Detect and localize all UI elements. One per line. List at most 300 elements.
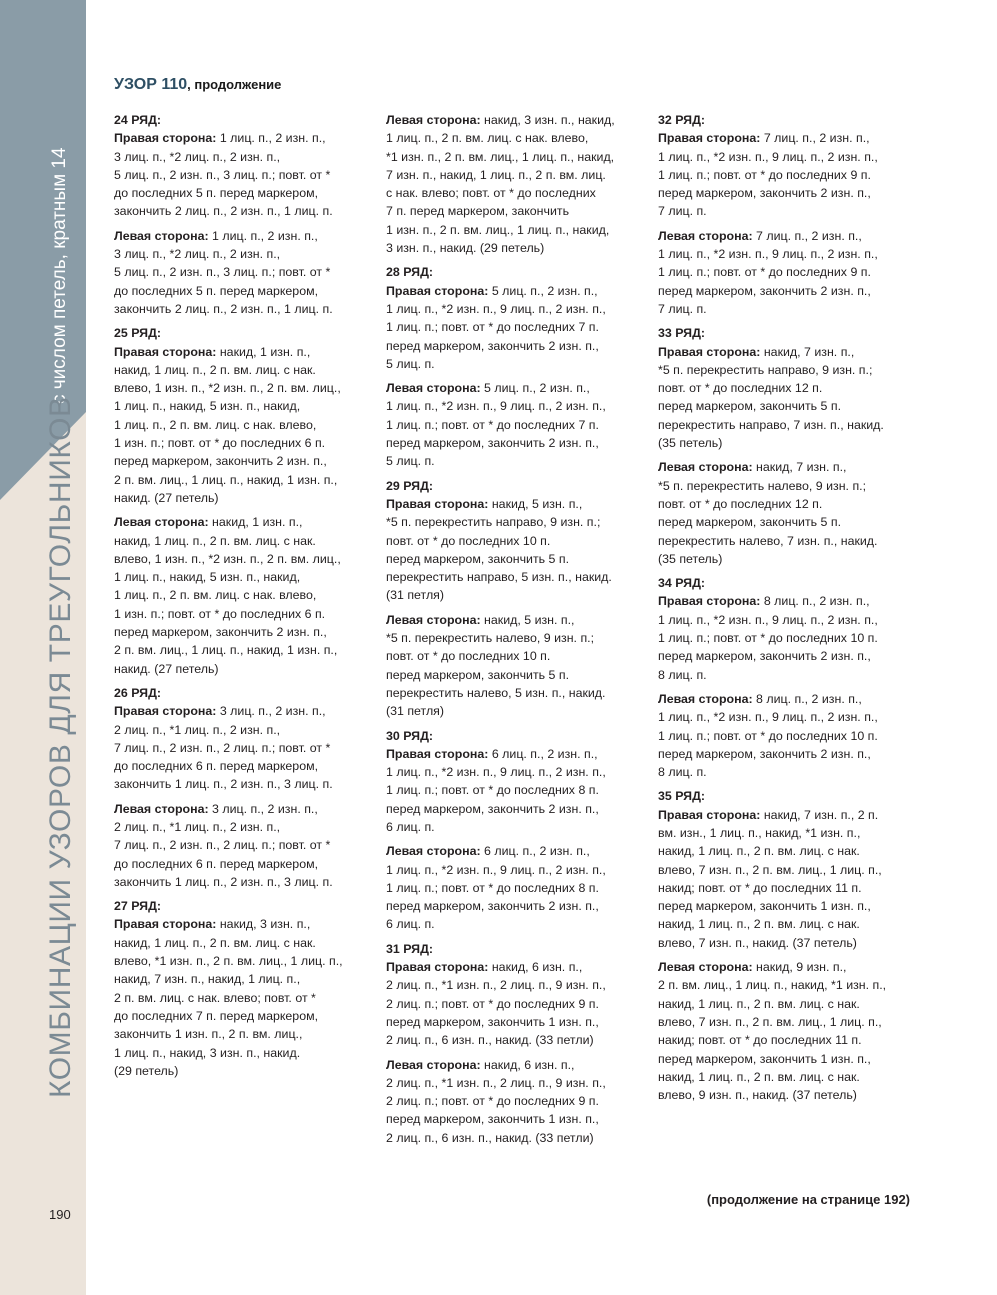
instruction-line — [114, 721, 376, 739]
instruction-text: перед маркером, закончить 1 изн. п., — [658, 1051, 871, 1066]
instruction-line — [386, 1013, 648, 1031]
instruction-line — [114, 489, 376, 507]
instruction-text: влево, 7 изн. п., 2 п. вм. лиц., 1 лиц. п., — [658, 862, 882, 877]
instruction-text: перед маркером, закончить 2 изн. п., — [658, 649, 871, 664]
instruction-text: накид, 3 изн. п., накид, — [480, 113, 615, 127]
side-label: Правая сторона: — [386, 496, 489, 511]
instruction-text: накид; повт. от * до последних 11 п. — [658, 880, 862, 895]
text-column-2 — [386, 111, 648, 1153]
side-instruction — [114, 702, 376, 793]
instruction-line — [386, 897, 648, 915]
side-instruction — [386, 611, 648, 721]
instruction-line — [114, 836, 376, 854]
row-section — [658, 111, 920, 318]
side-instruction — [386, 958, 648, 1049]
instruction-line — [658, 934, 920, 952]
instruction-line — [658, 915, 920, 933]
instruction-line — [114, 129, 376, 147]
instruction-text: 7 лиц. п. — [658, 204, 707, 219]
instruction-text: накид, 3 изн. п., — [216, 917, 311, 932]
instruction-line — [114, 343, 376, 361]
instruction-text: 6 лиц. п., 2 изн. п., — [488, 746, 598, 761]
instruction-line — [386, 337, 648, 355]
instruction-line — [386, 452, 648, 470]
instruction-line — [114, 739, 376, 757]
instruction-line — [658, 1031, 920, 1049]
instruction-text: вм. изн., 1 лиц. п., накид, *1 изн. п., — [658, 825, 861, 840]
instruction-line — [658, 958, 920, 976]
instruction-text: 2 п. вм. лиц., 1 лиц. п., накид, 1 изн. п., — [114, 472, 338, 487]
instruction-line — [386, 1031, 648, 1049]
row-heading: 33 РЯД: — [658, 326, 706, 341]
instruction-line — [386, 282, 648, 300]
instruction-line — [386, 879, 648, 897]
instruction-line — [114, 702, 376, 720]
instruction-text: перекрестить направо, 5 изн. п., накид. — [386, 570, 612, 585]
instruction-line — [386, 781, 648, 799]
instruction-line — [386, 842, 648, 860]
instruction-text: 2 лиц. п., *1 лиц. п., 2 изн. п., — [114, 722, 281, 737]
side-label: Правая сторона: — [386, 960, 489, 975]
instruction-line — [658, 434, 920, 452]
instruction-text: (29 петель) — [114, 1063, 179, 1078]
instruction-text: до последних 7 п. перед маркером, — [114, 1008, 319, 1023]
instruction-text: накид, 1 лиц. п., 2 п. вм. лиц. с нак. — [658, 996, 860, 1011]
instruction-line — [114, 263, 376, 281]
row-section — [114, 684, 376, 891]
instruction-line — [658, 995, 920, 1013]
row-section — [658, 787, 920, 1104]
instruction-text: закончить 2 лиц. п., 2 изн. п., 1 лиц. п. — [114, 204, 333, 219]
instruction-line — [386, 221, 648, 239]
instruction-text: 7 лиц. п. — [658, 301, 707, 316]
instruction-line — [386, 495, 648, 513]
instruction-line — [658, 495, 920, 513]
side-instruction — [114, 915, 376, 1080]
instruction-line — [658, 897, 920, 915]
instruction-line — [658, 245, 920, 263]
instruction-line — [386, 355, 648, 373]
instruction-line — [386, 513, 648, 531]
instruction-text: перед маркером, закончить 2 изн. п., — [386, 338, 599, 353]
instruction-text: 8 лиц. п. — [658, 765, 707, 780]
instruction-text: перед маркером, закончить 5 п. — [658, 515, 842, 530]
instruction-text: 5 лиц. п., 2 изн. п., 3 лиц. п.; повт. от * — [114, 265, 331, 280]
instruction-line — [658, 824, 920, 842]
instruction-line — [114, 227, 376, 245]
instruction-text: 8 лиц. п. — [658, 667, 707, 682]
instruction-text: накид, 9 изн. п., — [752, 960, 847, 975]
side-label: Правая сторона: — [386, 746, 489, 761]
instruction-line — [114, 361, 376, 379]
instruction-text: 5 лиц. п., 2 изн. п., 3 лиц. п.; повт. от * — [114, 167, 331, 182]
instruction-text: накид. (27 петель) — [114, 661, 219, 676]
instruction-line — [114, 379, 376, 397]
instruction-line — [114, 873, 376, 891]
instruction-text: 3 лиц. п., *2 лиц. п., 2 изн. п., — [114, 247, 281, 262]
instruction-text: 6 лиц. п. — [386, 819, 435, 834]
instruction-line — [386, 550, 648, 568]
instruction-line — [114, 818, 376, 836]
instruction-text: накид. (27 петель) — [114, 490, 219, 505]
row-heading: 30 РЯД: — [386, 728, 434, 743]
instruction-text: 7 лиц. п., 2 изн. п., 2 лиц. п.; повт. от * — [114, 740, 331, 755]
instruction-text: 1 лиц. п.; повт. от * до последних 8 п. — [386, 783, 599, 798]
instruction-line — [386, 915, 648, 933]
side-label: Правая сторона: — [114, 704, 217, 719]
row-heading: 31 РЯД: — [386, 941, 434, 956]
instruction-line — [658, 550, 920, 568]
side-instruction — [658, 958, 920, 1104]
instruction-text: 3 изн. п., накид. (29 петель) — [386, 241, 545, 256]
instruction-line — [658, 361, 920, 379]
instruction-line — [658, 227, 920, 245]
side-label: Правая сторона: — [114, 344, 217, 359]
row-heading: 24 РЯД: — [114, 113, 162, 127]
instruction-line — [114, 605, 376, 623]
instruction-text: перекрестить направо, 7 изн. п., накид. — [658, 417, 884, 432]
instruction-text: 1 изн. п.; повт. от * до последних 6 п. — [114, 606, 326, 621]
instruction-text: 7 изн. п., накид, 1 лиц. п., 2 п. вм. лиц. — [386, 167, 606, 182]
instruction-line — [114, 282, 376, 300]
instruction-line — [658, 727, 920, 745]
instruction-text: перед маркером, закончить 2 изн. п., — [386, 899, 599, 914]
instruction-line — [658, 745, 920, 763]
instruction-line — [386, 958, 648, 976]
instruction-text: 7 лиц. п., 2 изн. п., — [760, 131, 870, 146]
text-column-3 — [658, 111, 920, 1110]
instruction-text: накид, 7 изн. п., — [760, 344, 855, 359]
instruction-text: (35 петель) — [658, 551, 723, 566]
instruction-text: 2 лиц. п., *1 изн. п., 2 лиц. п., 9 изн. п., — [386, 978, 606, 993]
instruction-line — [658, 202, 920, 220]
instruction-line — [114, 641, 376, 659]
instruction-text: влево, 7 изн. п., накид. (37 петель) — [658, 935, 857, 950]
instruction-line — [386, 800, 648, 818]
instruction-line — [658, 532, 920, 550]
instruction-text: 6 лиц. п. — [386, 917, 435, 932]
side-instruction — [114, 800, 376, 891]
instruction-line — [386, 763, 648, 781]
instruction-line — [658, 148, 920, 166]
row-section — [114, 111, 376, 318]
instruction-line — [658, 611, 920, 629]
instruction-text: 1 лиц. п., *2 изн. п., 9 лиц. п., 2 изн. п., — [658, 247, 878, 262]
instruction-line — [386, 379, 648, 397]
instruction-text: *5 п. перекрестить направо, 9 изн. п.; — [658, 362, 873, 377]
side-instruction — [658, 129, 920, 220]
instruction-text: 1 изн. п.; повт. от * до последних 6 п. — [114, 436, 326, 451]
instruction-line — [386, 647, 648, 665]
instruction-text: 1 лиц. п., 2 п. вм. лиц. с нак. влево, — [114, 417, 317, 432]
instruction-text: 7 лиц. п., 2 изн. п., 2 лиц. п.; повт. от * — [114, 838, 331, 853]
instruction-line — [658, 708, 920, 726]
row-section — [658, 574, 920, 781]
sidebar-main-title: КОМБИНАЦИИ УЗОРОВ ДЛЯ ТРЕУГОЛЬНИКОВ — [44, 396, 77, 1098]
title-suffix: , продолжение — [187, 77, 282, 92]
instruction-text: 1 лиц. п., 2 изн. п., — [208, 228, 318, 243]
instruction-text: 2 лиц. п., *1 лиц. п., 2 изн. п., — [114, 819, 281, 834]
instruction-text: влево, *1 изн. п., 2 п. вм. лиц., 1 лиц. п., — [114, 954, 343, 969]
instruction-line — [114, 1025, 376, 1043]
instruction-line — [658, 879, 920, 897]
side-instruction — [658, 592, 920, 683]
instruction-text: закончить 2 лиц. п., 2 изн. п., 1 лиц. п. — [114, 301, 333, 316]
instruction-line — [114, 184, 376, 202]
instruction-text: *5 п. перекрестить направо, 9 изн. п.; — [386, 515, 601, 530]
instruction-line — [386, 976, 648, 994]
instruction-line — [386, 1129, 648, 1147]
instruction-text: 1 лиц. п., 2 п. вм. лиц. с нак. влево, — [114, 588, 317, 603]
side-instruction — [658, 690, 920, 781]
instruction-text: *5 п. перекрестить налево, 9 изн. п.; — [386, 631, 595, 646]
row-heading: 26 РЯД: — [114, 685, 162, 700]
instruction-text: с нак. влево; повт. от * до последних — [386, 186, 596, 201]
instruction-line — [658, 477, 920, 495]
instruction-line — [114, 586, 376, 604]
pattern-number: УЗОР 110 — [114, 76, 188, 93]
instruction-text: 1 лиц. п., накид, 5 изн. п., накид, — [114, 570, 301, 585]
side-label: Правая сторона: — [658, 594, 761, 609]
instruction-line — [658, 513, 920, 531]
instruction-line — [386, 166, 648, 184]
row-heading: 28 РЯД: — [386, 265, 434, 280]
instruction-text: 1 лиц. п., *2 изн. п., 9 лиц. п., 2 изн. п., — [658, 149, 878, 164]
instruction-line — [114, 660, 376, 678]
instruction-line — [658, 647, 920, 665]
instruction-text: 3 лиц. п., 2 изн. п., — [216, 704, 326, 719]
instruction-text: 3 лиц. п., *2 лиц. п., 2 изн. п., — [114, 149, 281, 164]
instruction-text: накид, 1 лиц. п., 2 п. вм. лиц. с нак. — [658, 844, 860, 859]
instruction-line — [114, 934, 376, 952]
instruction-line — [114, 532, 376, 550]
instruction-line — [114, 434, 376, 452]
instruction-line — [386, 629, 648, 647]
side-label: Правая сторона: — [386, 283, 489, 298]
side-label: Правая сторона: — [658, 131, 761, 146]
instruction-line — [658, 300, 920, 318]
instruction-line — [114, 989, 376, 1007]
instruction-text: 1 лиц. п.; повт. от * до последних 9 п. — [658, 265, 871, 280]
side-label: Левая сторона: — [658, 460, 753, 475]
instruction-text: влево, 1 изн. п., *2 изн. п., 2 п. вм. лиц., — [114, 381, 341, 396]
instruction-text: перед маркером, закончить 2 изн. п., — [386, 801, 599, 816]
side-instruction — [114, 513, 376, 678]
instruction-text: 7 лиц. п., 2 изн. п., — [752, 228, 862, 243]
instruction-text: 2 п. вм. лиц., 1 лиц. п., накид, *1 изн. п., — [658, 978, 887, 993]
instruction-text: 8 лиц. п., 2 изн. п., — [752, 691, 862, 706]
instruction-text: до последних 6 п. перед маркером, — [114, 856, 319, 871]
instruction-line — [114, 166, 376, 184]
side-instruction — [386, 379, 648, 470]
instruction-text: повт. от * до последних 12 п. — [658, 381, 823, 396]
instruction-line — [386, 148, 648, 166]
instruction-text: перед маркером, закончить 2 изн. п., — [114, 454, 327, 469]
side-instruction — [386, 745, 648, 836]
instruction-text: закончить 1 изн. п., 2 п. вм. лиц., — [114, 1027, 303, 1042]
side-label: Правая сторона: — [114, 131, 217, 146]
instruction-line — [658, 1068, 920, 1086]
instruction-line — [114, 568, 376, 586]
instruction-line — [386, 818, 648, 836]
instruction-line — [658, 690, 920, 708]
instruction-text: (31 петля) — [386, 704, 445, 719]
side-instruction — [658, 806, 920, 952]
instruction-text: накид, 7 изн. п., накид, 1 лиц. п., — [114, 972, 301, 987]
instruction-line — [114, 202, 376, 220]
continuation-note: (продолжение на странице 192) — [706, 1192, 910, 1207]
instruction-text: 1 лиц. п., *2 изн. п., 9 лиц. п., 2 изн. п., — [386, 399, 606, 414]
instruction-text: 1 лиц. п.; повт. от * до последних 7 п. — [386, 320, 599, 335]
instruction-text: 2 п. вм. лиц. с нак. влево; повт. от * — [114, 990, 316, 1005]
instruction-line — [114, 775, 376, 793]
instruction-text: 2 п. вм. лиц., 1 лиц. п., накид, 1 изн. п., — [114, 643, 338, 658]
row-heading: 25 РЯД: — [114, 326, 162, 341]
instruction-line — [386, 397, 648, 415]
instruction-text: перекрестить налево, 5 изн. п., накид. — [386, 685, 606, 700]
row-section — [386, 477, 648, 721]
instruction-text: *1 изн. п., 2 п. вм. лиц., 1 лиц. п., накид, — [386, 149, 615, 164]
instruction-text: 1 лиц. п., накид, 3 изн. п., накид. — [114, 1045, 301, 1060]
instruction-line — [386, 1110, 648, 1128]
page-title — [114, 76, 281, 94]
instruction-line — [658, 416, 920, 434]
instruction-line — [658, 263, 920, 281]
instruction-line — [114, 970, 376, 988]
instruction-text: накид, 1 изн. п., — [216, 344, 311, 359]
instruction-text: до последних 6 п. перед маркером, — [114, 759, 319, 774]
instruction-line — [114, 800, 376, 818]
side-instruction — [658, 458, 920, 568]
instruction-text: перед маркером, закончить 2 изн. п., — [658, 283, 871, 298]
instruction-line — [114, 416, 376, 434]
instruction-text: 1 лиц. п.; повт. от * до последних 10 п. — [658, 728, 878, 743]
side-label: Правая сторона: — [114, 917, 217, 932]
instruction-text: 1 лиц. п., 2 п. вм. лиц. с нак. влево, — [386, 131, 589, 146]
instruction-line — [658, 129, 920, 147]
instruction-line — [386, 568, 648, 586]
instruction-text: перед маркером, закончить 5 п. — [386, 667, 570, 682]
instruction-text: повт. от * до последних 12 п. — [658, 496, 823, 511]
instruction-line — [658, 976, 920, 994]
instruction-text: 5 лиц. п., 2 изн. п., — [488, 283, 598, 298]
instruction-line — [386, 1092, 648, 1110]
page-number: 190 — [49, 1207, 71, 1222]
instruction-text: влево, 1 изн. п., *2 изн. п., 2 п. вм. лиц., — [114, 551, 341, 566]
side-label: Левая сторона: — [658, 960, 753, 975]
instruction-line — [658, 763, 920, 781]
side-instruction — [114, 129, 376, 220]
side-instruction — [658, 343, 920, 453]
instruction-text: 1 лиц. п., *2 изн. п., 9 лиц. п., 2 изн. п., — [658, 612, 878, 627]
instruction-text: 1 лиц. п.; повт. от * до последних 9 п. — [658, 167, 871, 182]
row-section — [114, 897, 376, 1080]
side-label: Правая сторона: — [658, 344, 761, 359]
instruction-text: (35 петель) — [658, 436, 723, 451]
side-label: Правая сторона: — [658, 807, 761, 822]
instruction-line — [386, 1056, 648, 1074]
side-label: Левая сторона: — [658, 691, 753, 706]
instruction-line — [658, 397, 920, 415]
instruction-line — [386, 666, 648, 684]
instruction-line — [114, 1044, 376, 1062]
instruction-text: 5 лиц. п., 2 изн. п., — [480, 381, 590, 396]
side-label: Левая сторона: — [114, 801, 209, 816]
side-instruction — [386, 111, 648, 257]
instruction-line — [658, 282, 920, 300]
sidebar-subtitle: с числом петель, кратным 14 — [49, 147, 70, 404]
instruction-text: 5 лиц. п. — [386, 454, 435, 469]
instruction-text: до последних 5 п. перед маркером, — [114, 283, 319, 298]
instruction-text: 6 лиц. п., 2 изн. п., — [480, 844, 590, 859]
instruction-text: накид, 1 лиц. п., 2 п. вм. лиц. с нак. — [658, 1069, 860, 1084]
instruction-line — [658, 184, 920, 202]
instruction-text: перекрестить налево, 7 изн. п., накид. — [658, 533, 878, 548]
instruction-text: перед маркером, закончить 1 изн. п., — [658, 899, 871, 914]
instruction-text: влево, 7 изн. п., 2 п. вм. лиц., 1 лиц. п., — [658, 1014, 882, 1029]
instruction-line — [114, 300, 376, 318]
instruction-line — [658, 379, 920, 397]
side-label: Левая сторона: — [114, 515, 209, 530]
instruction-text: перед маркером, закончить 2 изн. п., — [114, 625, 327, 640]
instruction-text: до последних 5 п. перед маркером, — [114, 186, 319, 201]
instruction-line — [114, 550, 376, 568]
instruction-line — [658, 1013, 920, 1031]
side-label: Левая сторона: — [386, 844, 481, 859]
instruction-text: накид, 1 лиц. п., 2 п. вм. лиц. с нак. — [114, 533, 316, 548]
row-heading: 27 РЯД: — [114, 899, 162, 914]
instruction-text: 1 лиц. п.; повт. от * до последних 7 п. — [386, 417, 599, 432]
instruction-text: накид, 1 изн. п., — [208, 515, 303, 530]
instruction-text: накид; повт. от * до последних 11 п. — [658, 1033, 862, 1048]
instruction-line — [386, 416, 648, 434]
instruction-line — [658, 166, 920, 184]
instruction-line — [386, 586, 648, 604]
instruction-line — [658, 629, 920, 647]
instruction-line — [386, 1074, 648, 1092]
instruction-text: перед маркером, закончить 2 изн. п., — [386, 436, 599, 451]
instruction-line — [114, 397, 376, 415]
instruction-text: 1 лиц. п.; повт. от * до последних 8 п. — [386, 880, 599, 895]
instruction-text: 1 изн. п., 2 п. вм. лиц., 1 лиц. п., накид, — [386, 222, 610, 237]
side-instruction — [658, 227, 920, 318]
instruction-text: накид, 1 лиц. п., 2 п. вм. лиц. с нак. — [114, 362, 316, 377]
row-heading: 35 РЯД: — [658, 789, 706, 804]
instruction-text: 1 лиц. п., *2 изн. п., 9 лиц. п., 2 изн. п., — [658, 710, 878, 725]
row-section — [386, 263, 648, 470]
instruction-text: перед маркером, закончить 2 изн. п., — [658, 746, 871, 761]
instruction-text: накид, 6 изн. п., — [488, 960, 583, 975]
instruction-text: перед маркером, закончить 5 п. — [386, 551, 570, 566]
side-label: Левая сторона: — [386, 113, 481, 127]
instruction-text: 2 лиц. п., 6 изн. п., накид. (33 петли) — [386, 1130, 594, 1145]
instruction-line — [114, 855, 376, 873]
instruction-line — [114, 952, 376, 970]
instruction-text: 7 п. перед маркером, закончить — [386, 204, 570, 219]
instruction-line — [386, 611, 648, 629]
instruction-line — [658, 861, 920, 879]
side-instruction — [114, 343, 376, 508]
instruction-text: перед маркером, закончить 1 изн. п., — [386, 1014, 599, 1029]
instruction-line — [114, 513, 376, 531]
instruction-text: 1 лиц. п., *2 изн. п., 9 лиц. п., 2 изн. п., — [386, 765, 606, 780]
instruction-text: 2 лиц. п.; повт. от * до последних 9 п. — [386, 996, 599, 1011]
side-instruction — [386, 495, 648, 605]
instruction-line — [114, 452, 376, 470]
instruction-line — [658, 343, 920, 361]
instruction-text: закончить 1 лиц. п., 2 изн. п., 3 лиц. п. — [114, 777, 333, 792]
instruction-text: накид, 7 изн. п., 2 п. — [760, 807, 879, 822]
